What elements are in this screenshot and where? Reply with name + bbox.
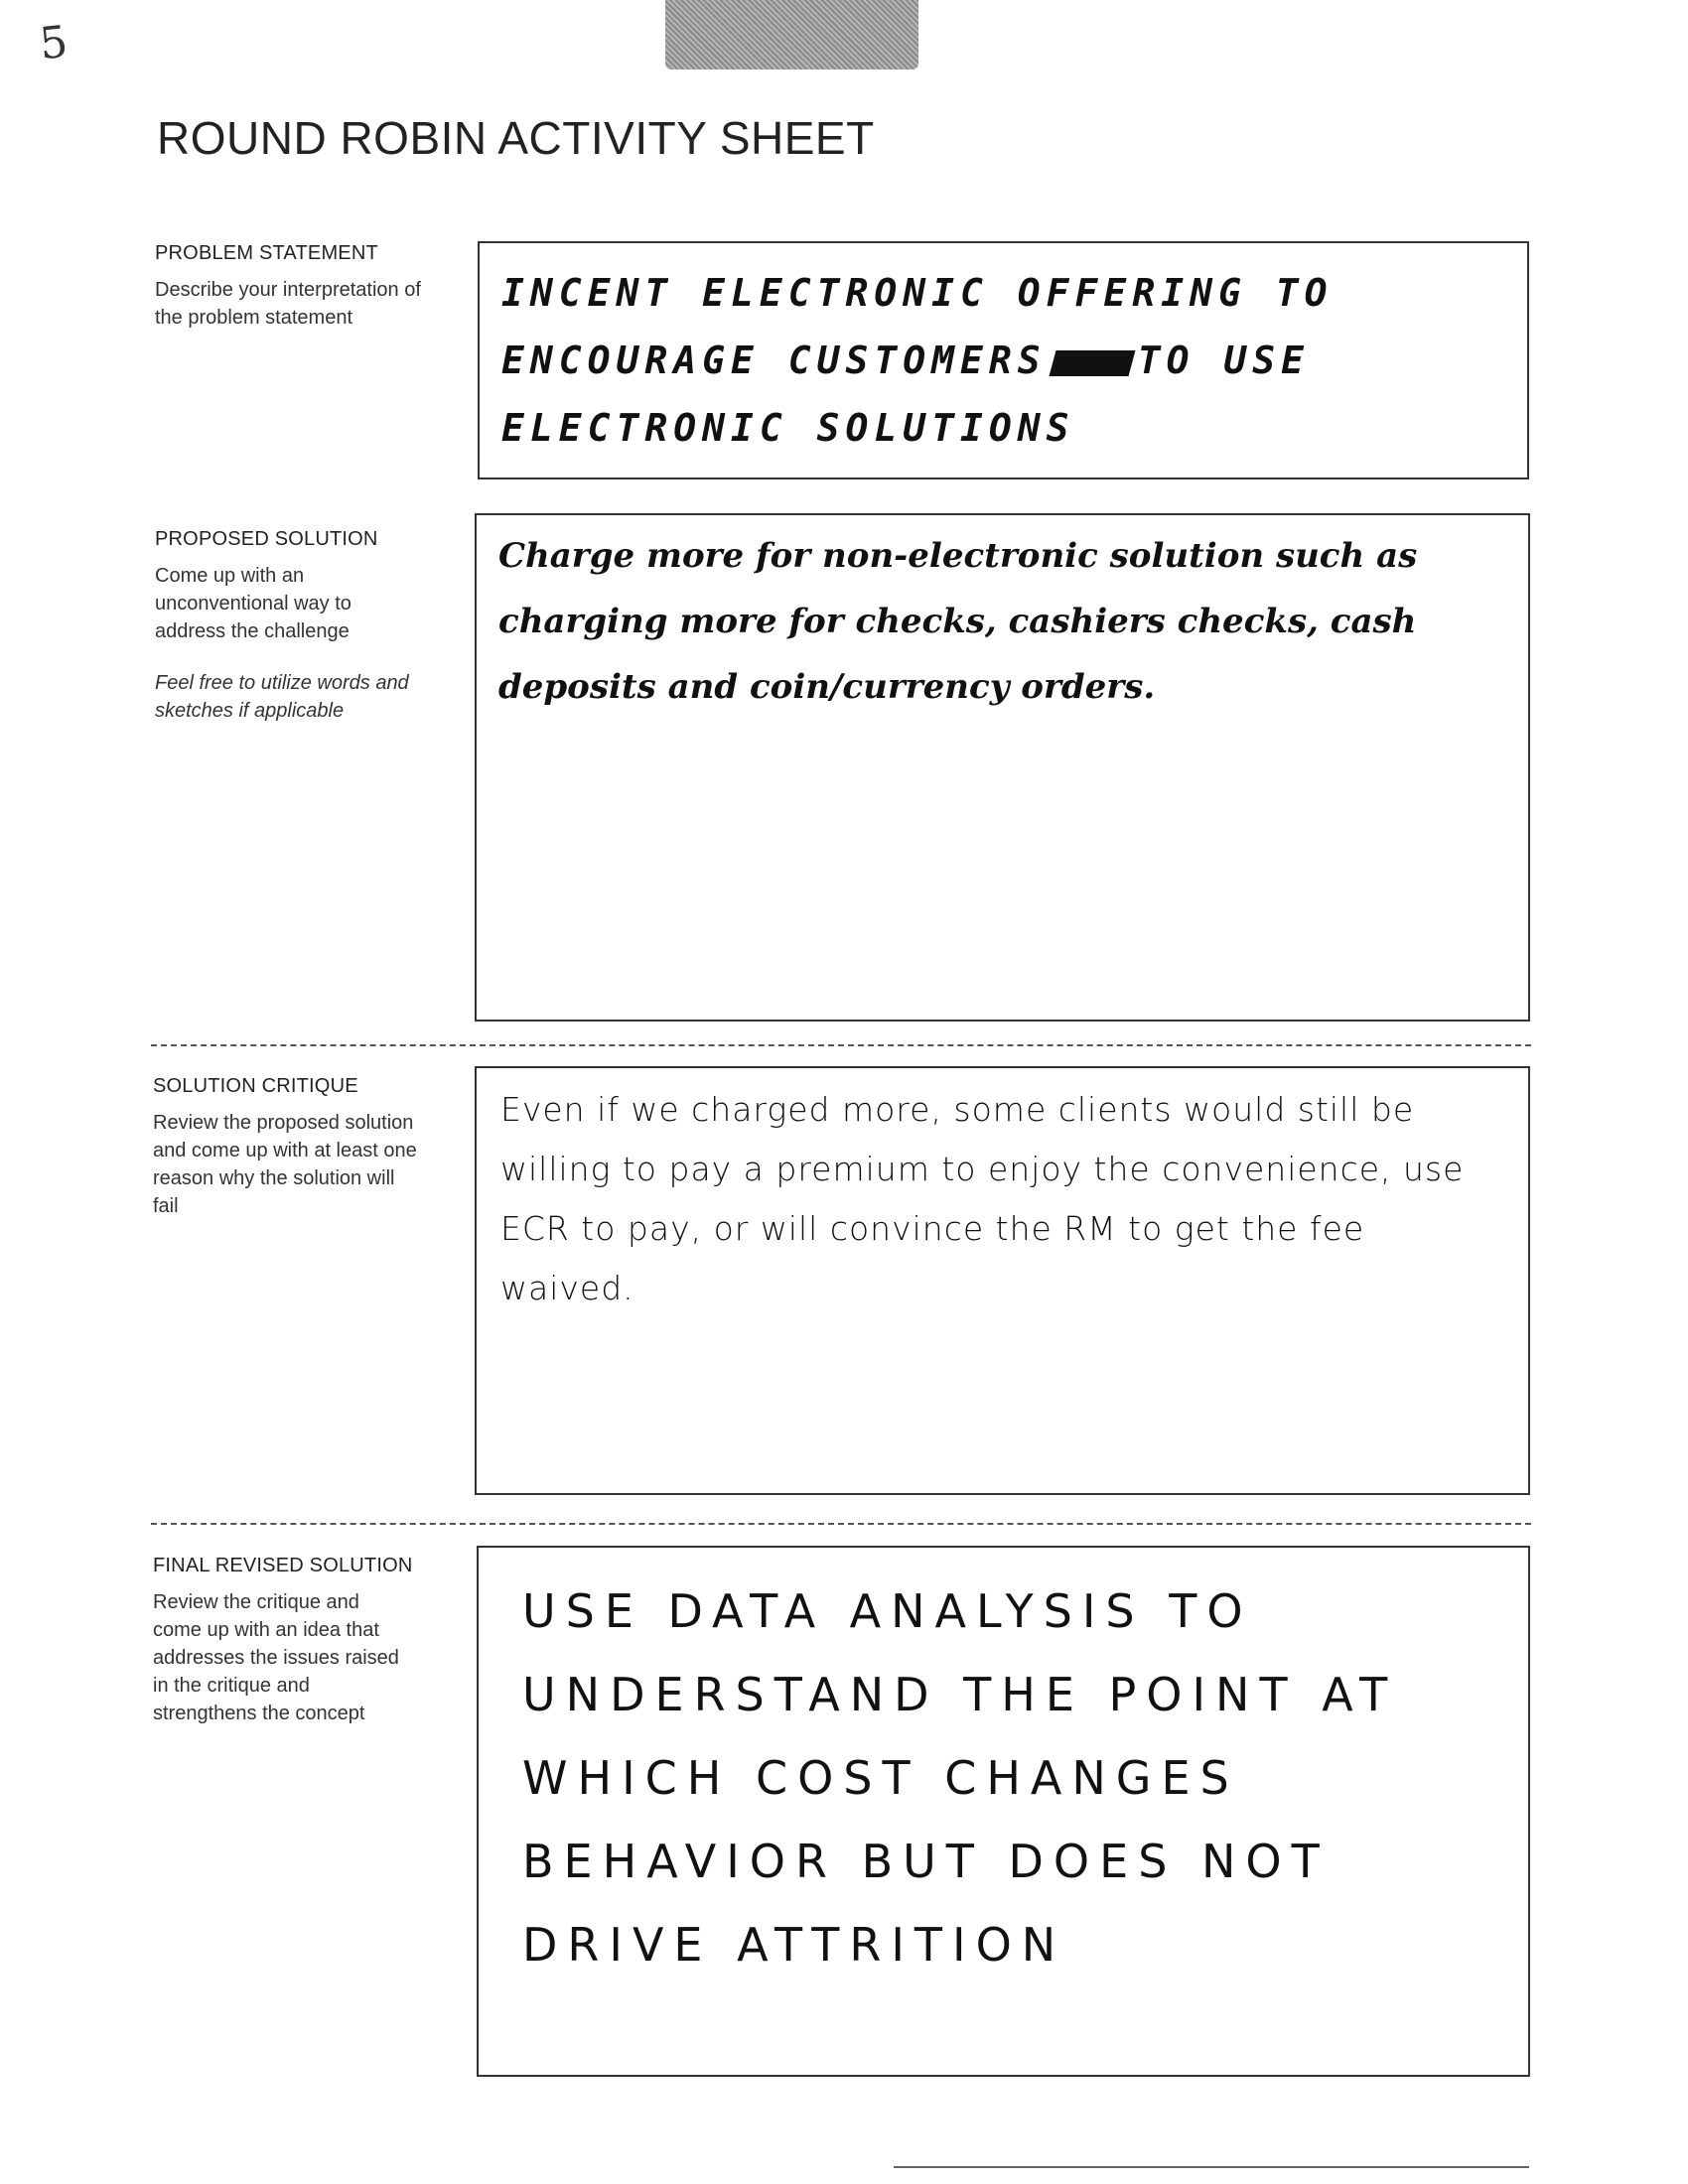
- section-divider: [151, 1044, 1531, 1046]
- redaction-mark: [665, 0, 918, 69]
- ink-scribble: [1049, 350, 1135, 376]
- footer-line: [894, 2166, 1529, 2168]
- critique-heading: SOLUTION CRITIQUE: [153, 1075, 358, 1097]
- problem-heading: PROBLEM STATEMENT: [155, 242, 378, 264]
- final-heading: FINAL REVISED SOLUTION: [153, 1555, 413, 1576]
- proposed-heading: PROPOSED SOLUTION: [155, 528, 378, 550]
- proposed-description: Come up with an unconventional way to address the challenge: [155, 565, 352, 642]
- final-answer-box[interactable]: [477, 1546, 1530, 2077]
- critique-answer: Even if we charged more, some clients would still be willing to pay a premium to enjoy the convenience, use ECR to pay, or will convince the RM to get the fee waived.: [500, 1090, 1476, 1307]
- critique-answer-box[interactable]: [475, 1066, 1530, 1495]
- proposed-answer: Charge more for non-electronic solution such as charging more for checks, cashiers checks, cash deposits and coin/currency orders.: [498, 536, 1430, 707]
- proposed-hint: Feel free to utilize words and sketches if applicable: [155, 672, 409, 722]
- page-title: ROUND ROBIN ACTIVITY SHEET: [157, 112, 875, 164]
- final-description: Review the critique and come up with an idea that addresses the issues raised in the critique and strengthens the concept: [153, 1591, 399, 1724]
- final-answer: USE DATA ANALYSIS TO UNDERSTAND THE POINT AT WHICH COST CHANGES BEHAVIOR BUT DOES NOT DRIVE ATTRITION: [522, 1584, 1422, 1972]
- problem-answer-box[interactable]: [478, 241, 1529, 479]
- problem-answer: INCENT ELECTRONIC OFFERING TO ENCOURAGE CUSTOMERS TO USE ELECTRONIC SOLUTIONS: [501, 271, 1362, 450]
- critique-description: Review the proposed solution and come up with at least one reason why the solution will fail: [153, 1112, 417, 1217]
- proposed-answer-box[interactable]: [475, 513, 1530, 1022]
- section-divider: [151, 1523, 1531, 1525]
- problem-description: Describe your interpretation of the problem statement: [155, 279, 421, 329]
- page-number: 5: [37, 16, 70, 70]
